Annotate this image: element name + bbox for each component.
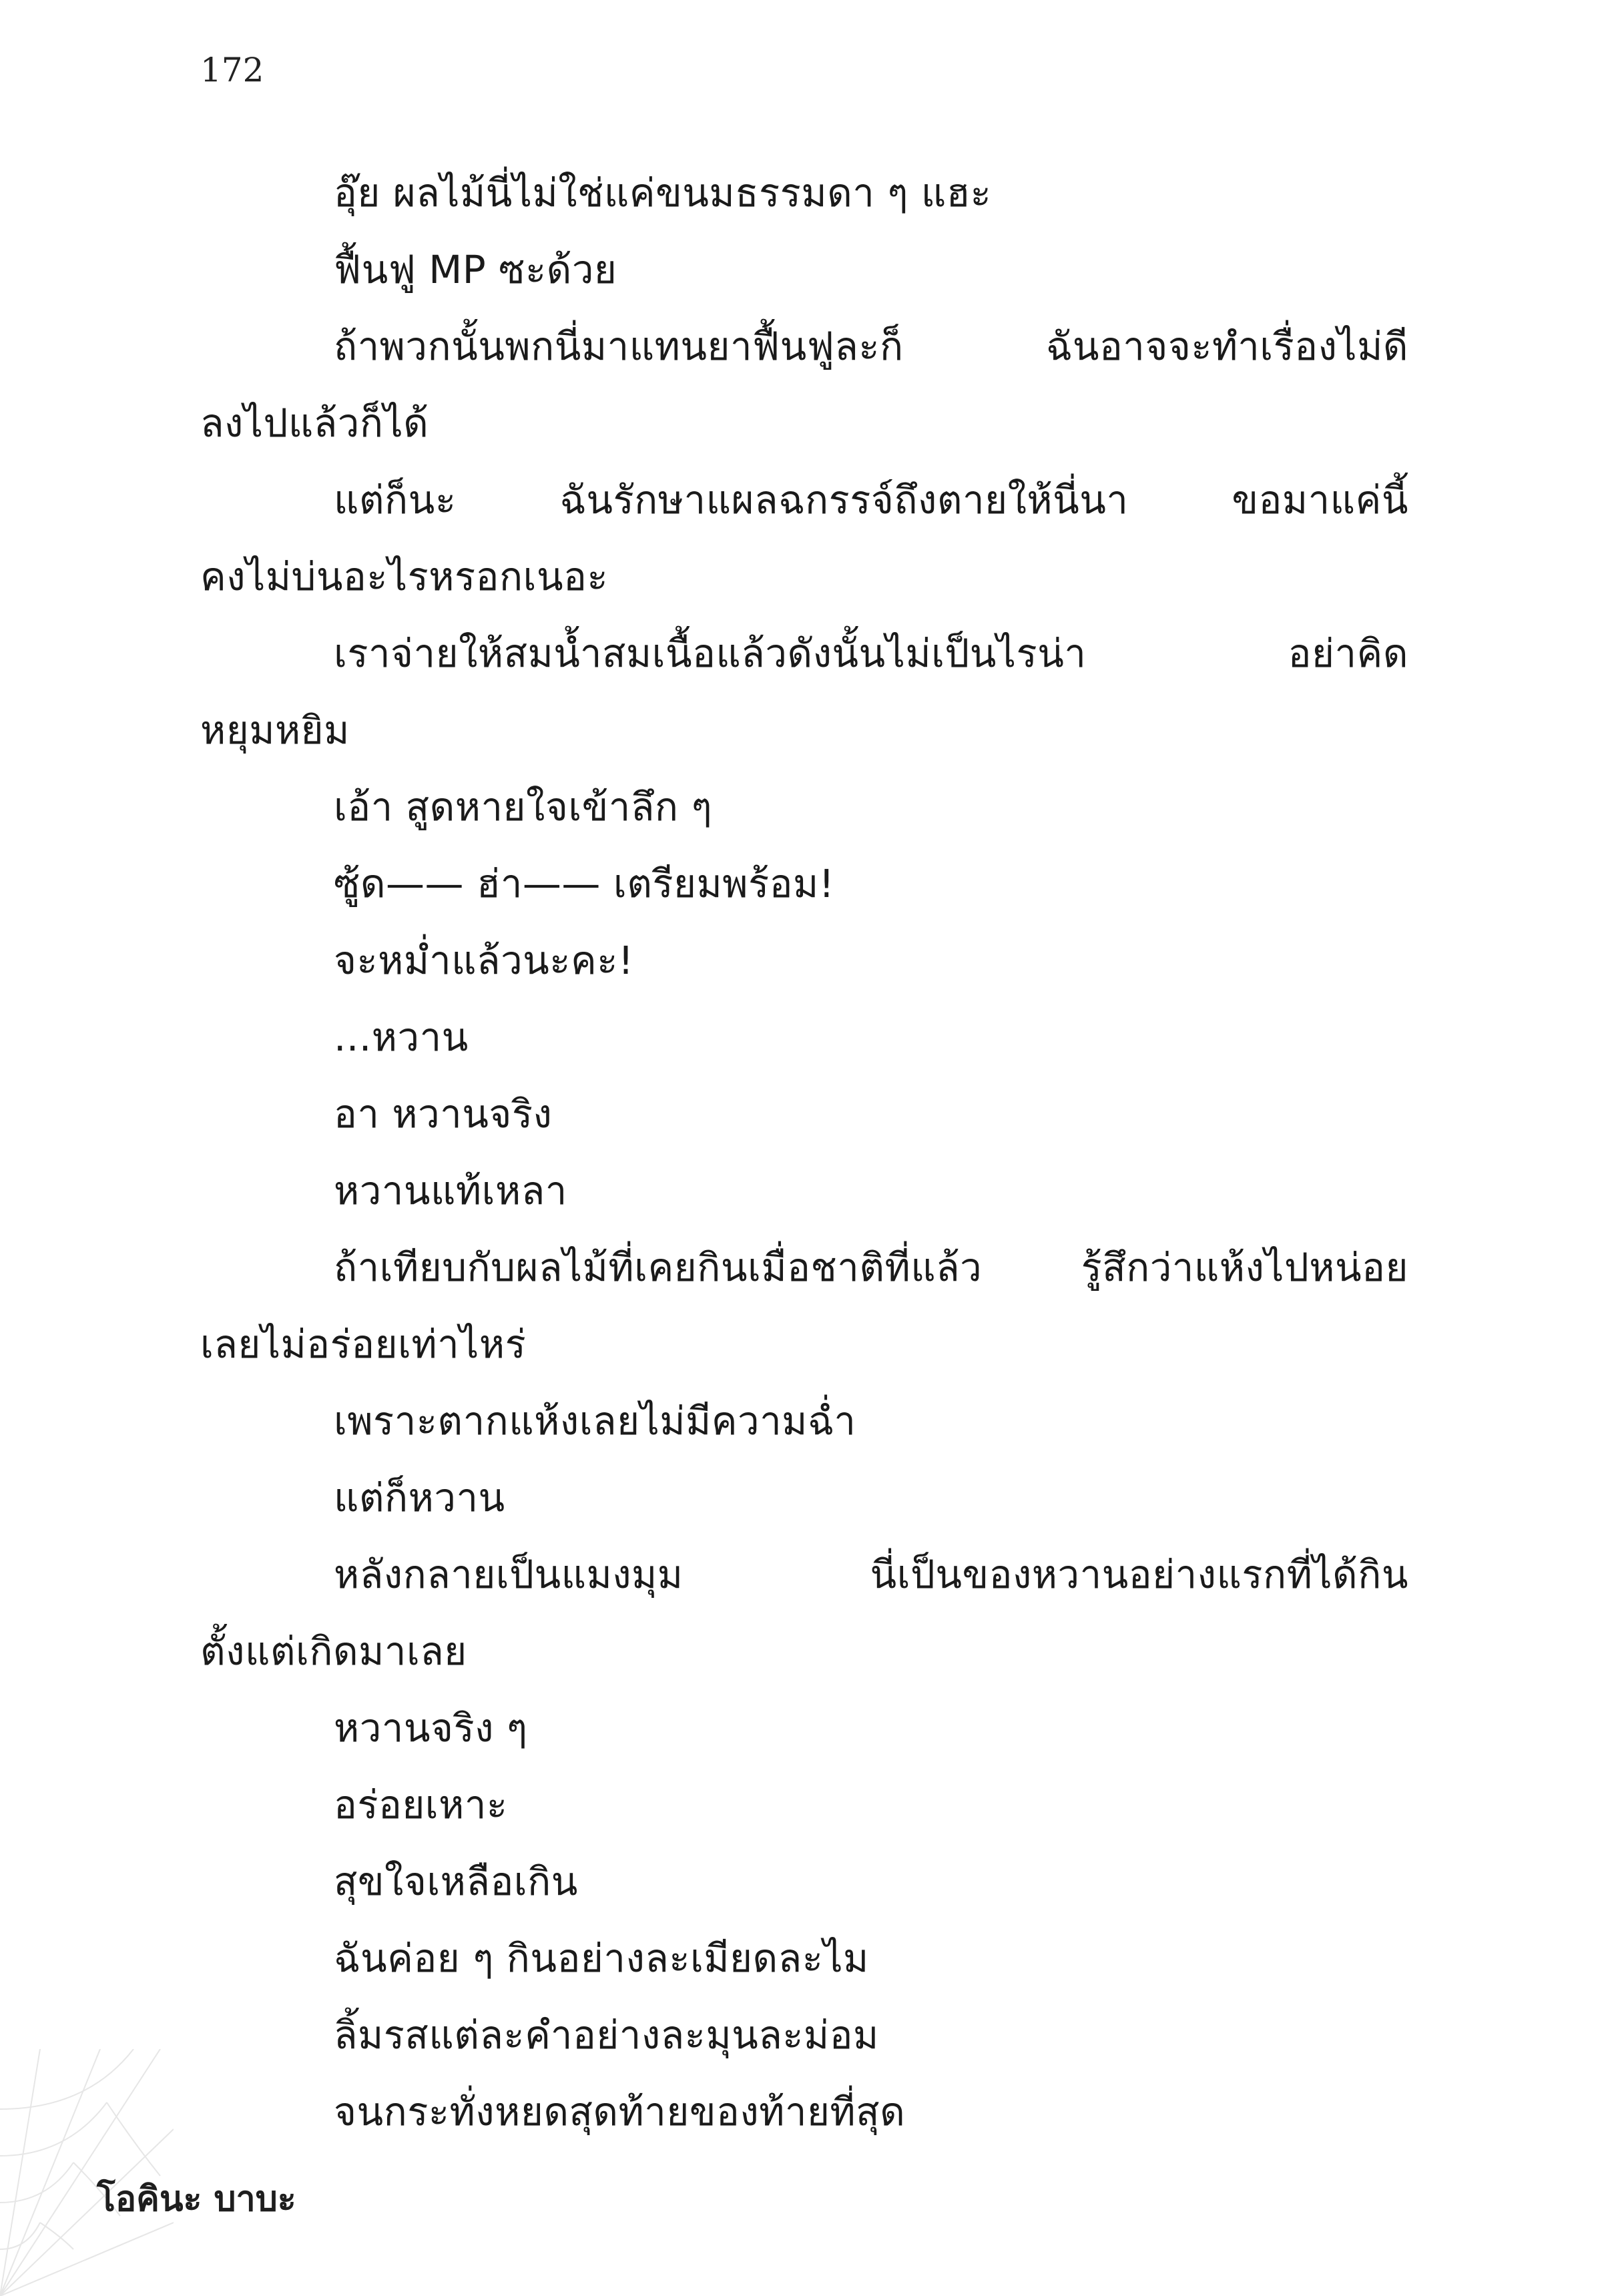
- text-line: หลังกลายเป็นแมงมุม นี่เป็นของหวานอย่างแรกที่ได้กิน: [334, 1552, 1408, 1597]
- text-line: เราจ่ายให้สมน้ำสมเนื้อแล้วดังนั้นไม่เป็นไรน่า อย่าคิด: [334, 631, 1408, 676]
- body-text: [200, 155, 1408, 2150]
- text-line: เอ้า สูดหายใจเข้าลึก ๆ: [334, 784, 713, 830]
- text-line: เพราะตากแห้งเลยไม่มีความฉ่ำ: [334, 1398, 856, 1444]
- text-line: จนกระทั่งหยดสุดท้ายของท้ายที่สุด: [334, 2089, 906, 2134]
- text-line: หวานจริง ๆ: [334, 1705, 528, 1751]
- page-number: 172: [200, 51, 264, 89]
- text-line: อา หวานจริง: [334, 1091, 553, 1137]
- text-line: สุขใจเหลือเกิน: [334, 1859, 578, 1904]
- text-line: หยุมหยิม: [200, 707, 350, 753]
- text-line: ตั้งแต่เกิดมาเลย: [200, 1629, 467, 1674]
- text-line: แต่ก็นะ ฉันรักษาแผลฉกรรจ์ถึงตายให้นี่นา ขอมาแค่นี้: [334, 477, 1408, 523]
- text-line: ฟื้นฟู MP ซะด้วย: [334, 247, 617, 292]
- text-line: อร่อยเหาะ: [334, 1782, 508, 1827]
- text-line: ซู้ด—— ฮ่า—— เตรียมพร้อม!: [334, 861, 835, 906]
- text-line: ลงไปแล้วก็ได้: [200, 400, 429, 446]
- text-line: เลยไม่อร่อยเท่าไหร่: [200, 1322, 527, 1367]
- text-line: หวานแท้เหลา: [334, 1168, 567, 1213]
- text-line: ฉันค่อย ๆ กินอย่างละเมียดละไม: [334, 1936, 869, 1981]
- text-line: แต่ก็หวาน: [334, 1475, 505, 1520]
- book-title-footer: โอคินะ บาบะ: [97, 2179, 296, 2219]
- text-line: จะหม่ำแล้วนะคะ!: [334, 938, 634, 983]
- text-line: ถ้าพวกนั้นพกนี่มาแทนยาฟื้นฟูละก็ ฉันอาจจะทำเรื่องไม่ดี: [334, 324, 1408, 369]
- text-line: คงไม่บ่นอะไรหรอกเนอะ: [200, 554, 609, 599]
- text-line: ...หวาน: [334, 1015, 469, 1060]
- text-line: ลิ้มรสแต่ละคำอย่างละมุนละม่อม: [334, 2012, 879, 2058]
- text-line: อุ๊ย ผลไม้นี่ไม่ใช่แค่ขนมธรรมดา ๆ แฮะ: [334, 170, 992, 216]
- text-line: ถ้าเทียบกับผลไม้ที่เคยกินเมื่อชาติที่แล้ว รู้สึกว่าแห้งไปหน่อย: [334, 1245, 1408, 1290]
